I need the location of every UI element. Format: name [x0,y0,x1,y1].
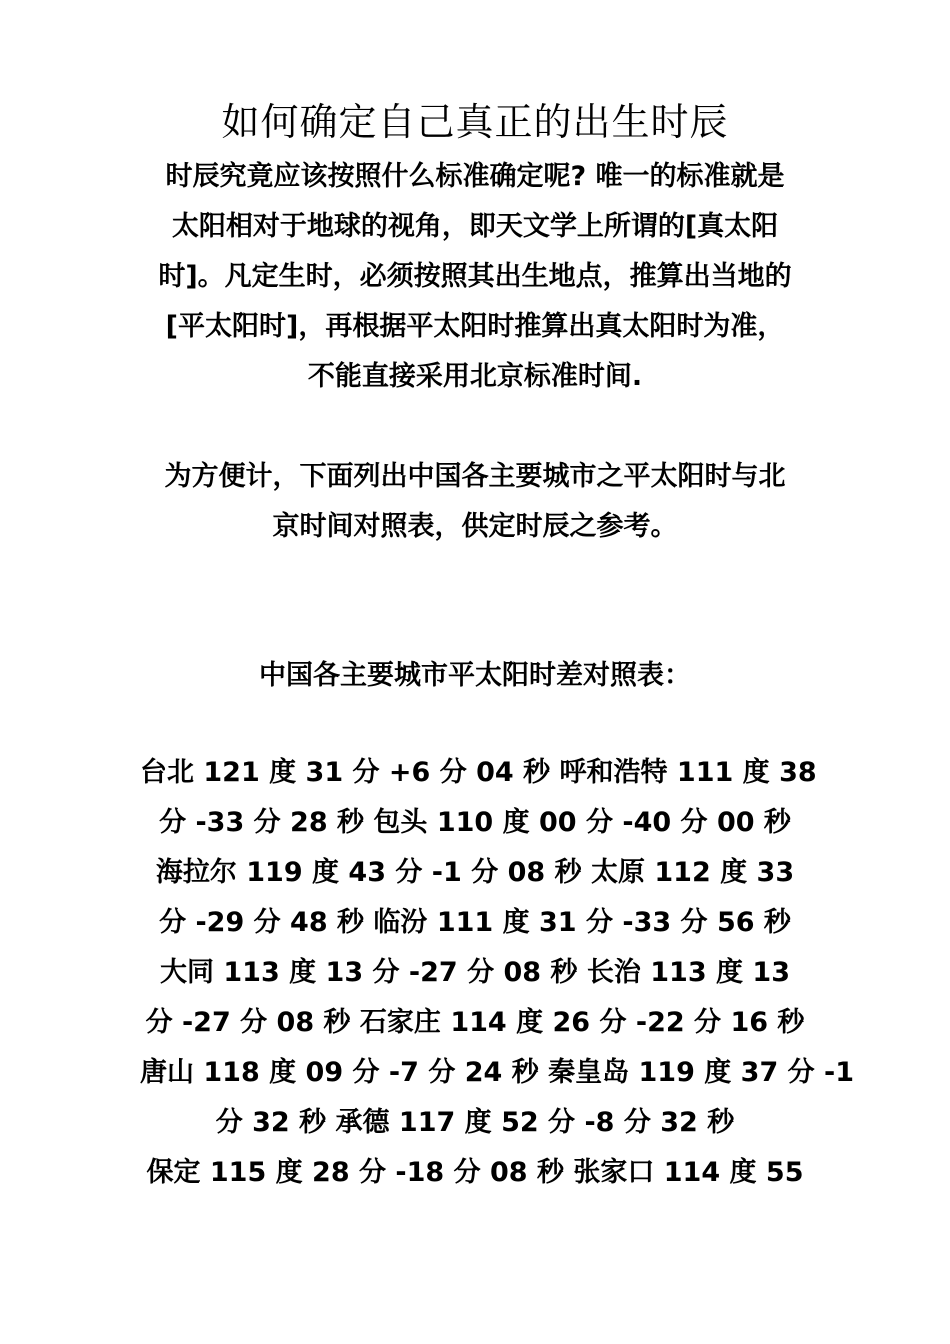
city-line: 分 -29 分 48 秒 临汾 111 度 31 分 -33 分 56 秒 [159,907,791,938]
table-title: 中国各主要城市平太阳时差对照表： [259,660,691,691]
city-line: 分 32 秒 承德 117 度 52 分 -8 分 32 秒 [215,1107,735,1138]
intro-paragraph [140,152,810,402]
intro-line: [平太阳时]，再根据平太阳时推算出真太阳时为准， [165,311,785,342]
city-line: 分 -33 分 28 秒 包头 110 度 00 分 -40 分 00 秒 [159,807,791,838]
city-line: 海拉尔 119 度 43 分 -1 分 08 秒 太原 112 度 33 [155,857,795,888]
intro-line: 不能直接采用北京标准时间. [307,361,643,392]
city-line: 台北 121 度 31 分 +6 分 04 秒 呼和浩特 111 度 38 [140,757,817,788]
table-heading [140,651,810,701]
intro-line: 时辰究竟应该按照什么标准确定呢? 唯一的标准就是 [165,161,785,192]
city-line: 唐山 118 度 09 分 -7 分 24 秒 秦皇岛 119 度 37 分 -1 [140,1057,855,1088]
city-line: 保定 115 度 28 分 -18 分 08 秒 张家口 114 度 55 [146,1157,804,1188]
document-title: 如何确定自己真正的出生时辰 [221,100,729,144]
city-line: 大同 113 度 13 分 -27 分 08 秒 长治 113 度 13 [159,957,791,988]
convenience-paragraph [140,452,810,552]
convenience-line: 为方便计，下面列出中国各主要城市之平太阳时与北 [164,461,786,492]
city-line: 分 -27 分 08 秒 石家庄 114 度 26 分 -22 分 16 秒 [145,1007,805,1038]
convenience-line: 京时间对照表，供定时辰之参考。 [272,511,678,542]
intro-line: 时]。凡定生时，必须按照其出生地点，推算出当地的 [158,261,792,292]
intro-line: 太阳相对于地球的视角，即天文学上所谓的[真太阳 [171,211,779,242]
city-time-list [140,748,855,1198]
